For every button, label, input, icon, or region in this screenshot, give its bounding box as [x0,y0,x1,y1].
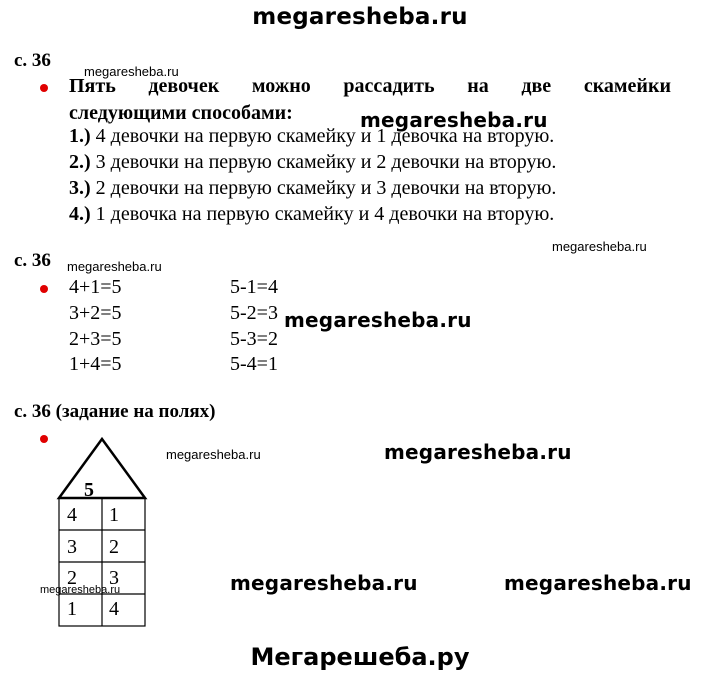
list-item-text: 3 девочки на первую скамейку и 2 девочки на вторую. [95,151,557,173]
watermark: megaresheba.ru [284,308,472,332]
watermark: megaresheba.ru [230,571,418,595]
equation-right: 5-4=1 [230,353,278,375]
list-item-text: 1 девочка на первую скамейку и 4 девочки на вторую. [95,203,555,225]
watermark: megaresheba.ru [360,108,548,132]
house-cell: 1 [109,504,119,526]
section1-label: с. 36 [14,50,51,71]
house-cell: 4 [67,504,77,526]
list-item-number: 2.) [69,151,91,173]
watermark: megaresheba.ru [84,64,179,79]
footer-site: Мегарешеба.ру [250,643,470,671]
equation-right: 5-3=2 [230,328,278,350]
equation-left: 1+4=5 [69,353,122,375]
watermark: megaresheba.ru [166,447,261,462]
list-item [69,151,556,174]
house-roof [59,439,145,498]
list-item-text: 2 девочки на первую скамейку и 3 девочки на вторую. [95,177,557,199]
list-item [69,177,556,200]
equation-left: 2+3=5 [69,328,122,350]
section2-label: с. 36 [14,250,51,271]
watermark: megaresheba.ru [67,259,162,274]
list-item-text: 4 девочки на первую скамейку и 1 девочка на вторую. [95,125,555,147]
house-cell: 4 [109,598,119,620]
bullet-icon [40,84,48,92]
section1-intro-line2: следующими способами: [69,102,293,124]
header-site: megaresheba.ru [252,4,468,30]
list-item-number: 4.) [69,203,91,225]
list-item [69,203,554,226]
watermark: megaresheba.ru [552,239,647,254]
house-cell: 3 [67,536,77,558]
house-cell: 2 [109,536,119,558]
watermark: megaresheba.ru [504,571,692,595]
equation-right: 5-2=3 [230,302,278,324]
list-item-number: 3.) [69,177,91,199]
watermark: megaresheba.ru [40,584,121,596]
equation-left: 4+1=5 [69,276,122,298]
equation-left: 3+2=5 [69,302,122,324]
list-item [69,125,554,148]
bullet-icon [40,435,48,443]
house-cell: 1 [67,598,77,620]
list-item-number: 1.) [69,125,91,147]
house-cell: 2 [67,567,77,589]
house-cell: 3 [109,567,119,589]
section1-intro-line1: Пять девочек можно рассадить на две скамейки [69,75,671,97]
house-roof-number: 5 [84,479,94,501]
equation-right: 5-1=4 [230,276,278,298]
watermark: megaresheba.ru [384,440,572,464]
section3-label: с. 36 (задание на полях) [14,401,216,422]
bullet-icon [40,285,48,293]
